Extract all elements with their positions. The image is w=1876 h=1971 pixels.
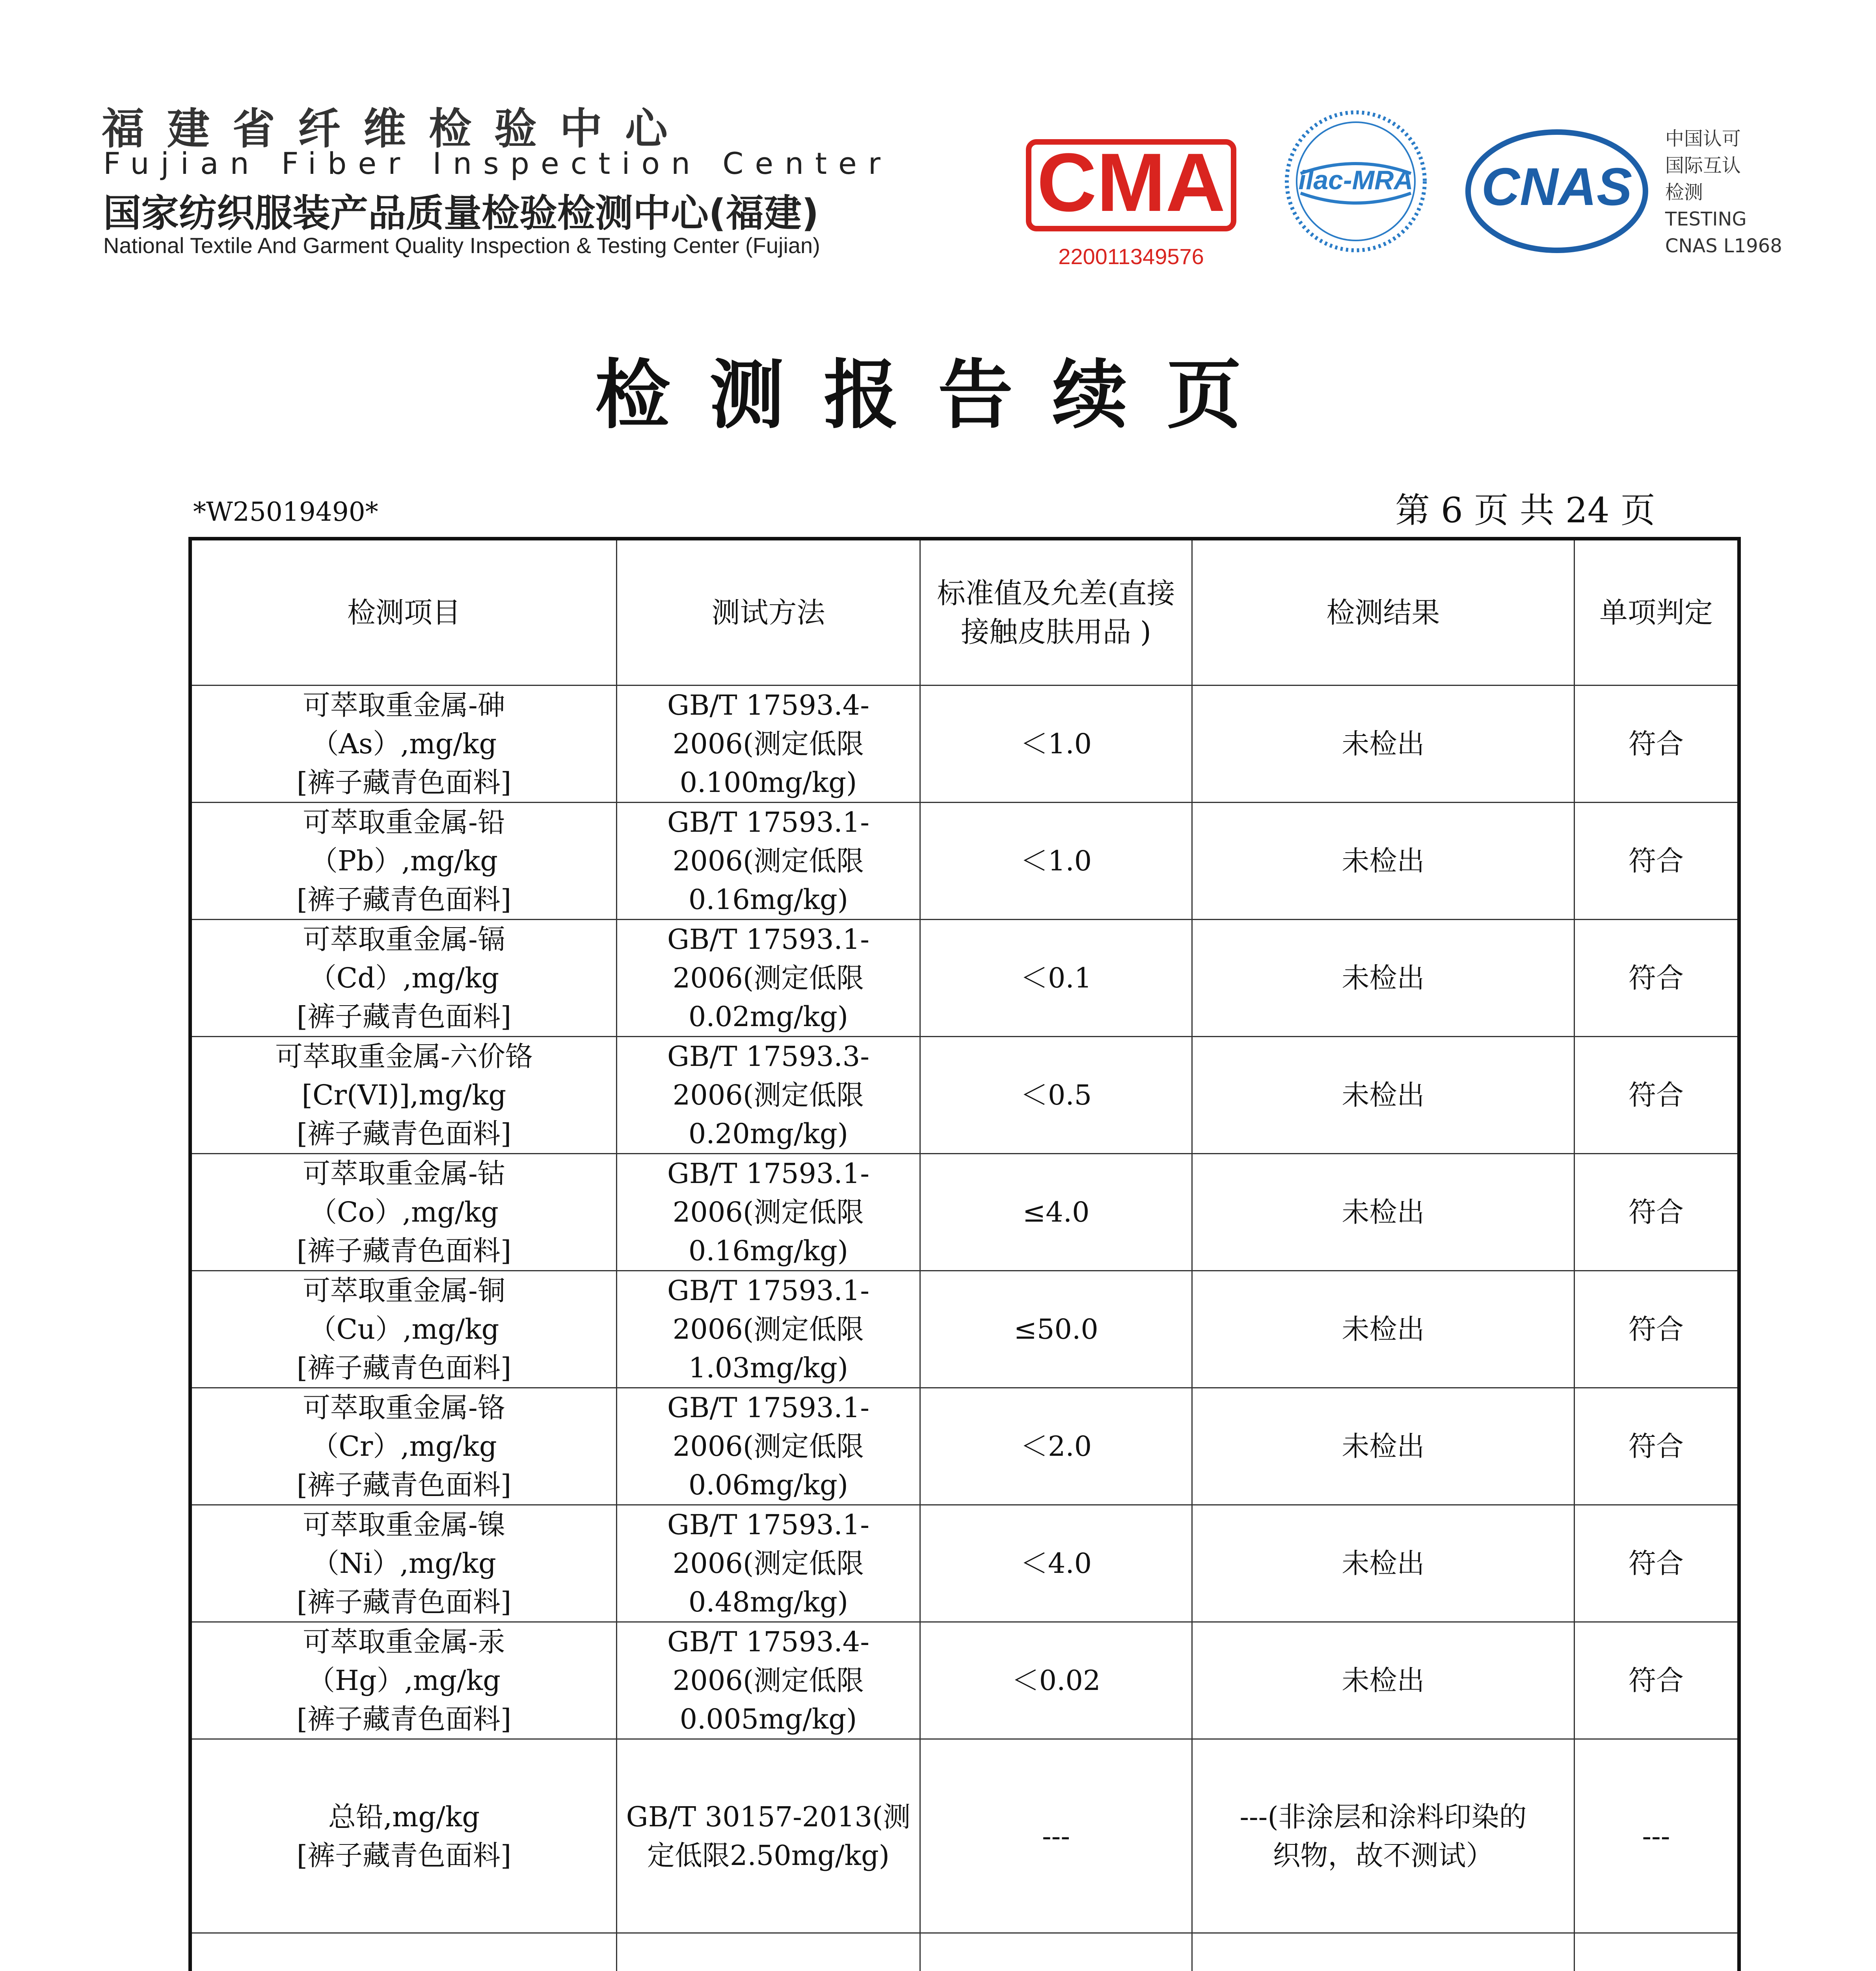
cell-test-method [617,1271,920,1388]
cell-test-method [617,1933,920,1971]
cell-line: 未检出 [1342,1547,1425,1580]
cell-line: 2006(测定低限 [672,1196,864,1228]
cell-line: 2006(测定低限 [672,845,864,877]
cell-line: ＜2.0 [1020,1430,1092,1462]
cell-test-item [190,1271,617,1388]
cell-line: ＜0.1 [1020,962,1092,994]
cell-line: 2006(测定低限 [672,728,864,760]
cell-standard-value [920,1154,1192,1271]
cell-judgment: 符合 [1574,920,1739,1037]
cell-test-method [617,920,920,1037]
cell-judgment: 符合 [1574,1271,1739,1388]
cell-line: ≤4.0 [1022,1196,1090,1228]
cell-line: 未检出 [1342,1664,1425,1697]
cell-line: GB/T 17593.1- [667,1509,869,1541]
cell-line: GB/T 17593.1- [667,923,869,956]
cell-test-method [617,686,920,803]
cell-test-result [1192,1271,1574,1388]
cell-test-method [617,1037,920,1154]
cell-test-item [190,1154,617,1271]
cell-judgment: 符合 [1574,1388,1739,1505]
cell-test-item [190,1388,617,1505]
cell-line: [裤子藏青色面料] [296,1352,512,1384]
report-title: 检测报告续页 [595,352,1281,439]
cell-line: 未检出 [1342,1196,1425,1228]
cell-line: ＜0.5 [1020,1079,1092,1111]
cell-test-item [190,686,617,803]
cell-line: 可萃取重金属-镉 [303,923,505,956]
cma-logo-text: CMA [1037,136,1226,229]
table-row [190,1739,1739,1933]
cell-test-result [1192,686,1574,803]
cell-line: ---(非涂层和涂料印染的 [1240,1800,1527,1833]
cell-line: 织物，故不测试） [1273,1839,1494,1872]
cell-test-result [1192,1154,1574,1271]
cell-line: 定低限2.50mg/kg) [647,1839,890,1872]
table-header-row [190,539,1739,686]
table-row [190,1622,1739,1739]
cell-standard-value [920,686,1192,803]
cell-standard-value [920,1388,1192,1505]
cell-standard-value [920,1933,1192,1971]
cell-line: 0.16mg/kg) [688,883,849,916]
cnas-line: TESTING [1665,208,1747,230]
cell-line: （Co）,mg/kg [309,1196,499,1228]
cell-line: GB/T 17593.4- [667,1626,869,1658]
cell-line: [裤子藏青色面料] [296,1118,512,1150]
cell-line: GB/T 17593.4- [667,689,869,721]
cell-standard-value [920,920,1192,1037]
cnas-line: CNAS L1968 [1665,235,1782,257]
cell-line: 未检出 [1342,1313,1425,1345]
cell-line: （As）,mg/kg [311,728,497,760]
cell-test-item [190,1933,617,1971]
cell-test-result [1192,1933,1574,1971]
cell-standard-value [920,1505,1192,1622]
cell-test-result [1192,1739,1574,1933]
cell-line: 未检出 [1342,845,1425,877]
test-results-table [188,537,1741,1971]
cell-test-item [190,1622,617,1739]
cell-line: ＜4.0 [1020,1547,1092,1580]
cell-line: 可萃取重金属-铬 [303,1392,505,1424]
cell-test-method [617,1154,920,1271]
cnas-logo [1462,126,1651,256]
cell-test-item [190,1037,617,1154]
cell-line: 0.02mg/kg) [688,1000,849,1033]
cnas-line: 中国认可 [1665,128,1741,150]
cell-line: 0.005mg/kg) [679,1703,857,1735]
cell-line: 2006(测定低限 [672,1547,864,1580]
table-row [190,920,1739,1037]
center-name-en: National Textile And Garment Quality Inspection & Testing Center (Fujian) [103,233,820,258]
cell-line: 可萃取重金属-铜 [303,1274,505,1307]
table-row [190,1037,1739,1154]
cell-judgment: --- [1574,1739,1739,1933]
cell-line: 总铅,mg/kg [328,1800,480,1833]
cell-line: 2006(测定低限 [672,962,864,994]
cell-line: [裤子藏青色面料] [296,1469,512,1501]
header-test-item: 检测项目 [190,539,617,686]
cell-test-result [1192,1037,1574,1154]
cell-test-method [617,1505,920,1622]
cnas-logo-text: CNAS [1481,157,1632,216]
cell-line: 0.100mg/kg) [679,766,857,799]
report-number: *W25019490* [193,497,378,527]
cell-line: （Ni）,mg/kg [312,1547,496,1580]
cell-line: GB/T 30157-2013(测 [626,1800,911,1833]
cell-line: 可萃取重金属-砷 [303,689,505,721]
cell-line: 0.20mg/kg) [688,1118,849,1150]
cell-line: [裤子藏青色面料] [296,1586,512,1618]
cell-test-method [617,1739,920,1933]
header-test-result: 检测结果 [1192,539,1574,686]
cell-line: GB/T 17593.1- [667,1392,869,1424]
cell-line: [裤子藏青色面料] [296,1235,512,1267]
cell-standard-value [920,1271,1192,1388]
cell-line: 未检出 [1342,728,1425,760]
cell-line: 可萃取重金属-钴 [303,1157,505,1190]
cell-line: [裤子藏青色面料] [296,766,512,799]
cell-line: 可萃取重金属-铅 [303,806,505,838]
cell-line: 2006(测定低限 [672,1079,864,1111]
cell-judgment: 符合 [1574,1154,1739,1271]
cell-judgment: 符合 [1574,803,1739,920]
cell-test-method [617,1388,920,1505]
cell-test-item [190,1505,617,1622]
cell-line: 2006(测定低限 [672,1664,864,1697]
cell-line: GB/T 17593.3- [667,1040,869,1073]
cell-standard-value [920,1037,1192,1154]
cell-line: （Cr）,mg/kg [311,1430,497,1462]
cell-line: [Cr(VI)],mg/kg [302,1079,506,1111]
cell-line: 未检出 [1342,1430,1425,1462]
table-row [190,686,1739,803]
cell-line: ≤50.0 [1014,1313,1098,1345]
table-row [190,1388,1739,1505]
cell-judgment: 符合 [1574,1037,1739,1154]
cell-line: （Pb）,mg/kg [310,845,498,877]
cell-test-method [617,1622,920,1739]
cell-line: 0.06mg/kg) [688,1469,849,1501]
org-name-cn: 福建省纤维检验中心 [102,104,691,154]
org-name-en: Fujian Fiber Inspection Center [103,146,892,181]
table-row [190,1933,1739,1971]
cell-test-item [190,920,617,1037]
table-body [190,686,1739,1971]
page-indicator: 第 6 页 共 24 页 [1395,490,1655,531]
cell-line: 未检出 [1342,1079,1425,1111]
cnas-line: 检测 [1665,181,1703,203]
cell-line: GB/T 17593.1- [667,1274,869,1307]
cell-test-item [190,803,617,920]
cell-line: --- [1042,1820,1070,1852]
cell-test-result [1192,1505,1574,1622]
header-standard-value: 标准值及允差(直接接触皮肤用品 ) [920,539,1192,686]
cell-line: GB/T 17593.1- [667,1157,869,1190]
cell-line: 2006(测定低限 [672,1313,864,1345]
header-test-method: 测试方法 [617,539,920,686]
table-row [190,1271,1739,1388]
cell-standard-value [920,1622,1192,1739]
cell-line: 可萃取重金属-汞 [303,1626,505,1658]
cell-line: 可萃取重金属-六价铬 [275,1040,533,1073]
cell-line: [裤子藏青色面料] [296,1839,512,1872]
cell-test-result [1192,1622,1574,1739]
cell-line: 0.48mg/kg) [688,1586,849,1618]
cell-line: ＜1.0 [1020,728,1092,760]
cell-line: 可萃取重金属-镍 [303,1509,505,1541]
cell-line: [裤子藏青色面料] [296,1000,512,1033]
cell-judgment: 符合 [1574,1505,1739,1622]
table-row [190,1154,1739,1271]
table-row [190,1505,1739,1622]
cell-line: 0.16mg/kg) [688,1235,849,1267]
ilac-logo-text: ilac-MRA [1298,165,1413,195]
cma-number: 220011349576 [1058,244,1204,269]
cell-line: [裤子藏青色面料] [296,883,512,916]
cell-line: ＜0.02 [1011,1664,1101,1697]
cell-standard-value [920,1739,1192,1933]
cnas-accreditation-text [1665,125,1782,259]
cell-judgment: 符合 [1574,1622,1739,1739]
cell-line: GB/T 17593.1- [667,806,869,838]
header-judgment: 单项判定 [1574,539,1739,686]
cell-line: （Hg）,mg/kg [307,1664,501,1697]
cell-judgment: 符合 [1574,686,1739,803]
cell-line: （Cu）,mg/kg [309,1313,499,1345]
ilac-mra-logo [1281,106,1431,256]
cell-line: 2006(测定低限 [672,1430,864,1462]
table-row [190,803,1739,920]
cnas-line: 国际互认 [1665,155,1741,177]
cell-line: 1.03mg/kg) [688,1352,849,1384]
cell-line: [裤子藏青色面料] [296,1703,512,1735]
cma-logo [1021,126,1241,276]
cell-line: 未检出 [1342,962,1425,994]
cell-test-result [1192,803,1574,920]
cell-line: ＜1.0 [1020,845,1092,877]
cell-test-method [617,803,920,920]
cell-judgment [1574,1933,1739,1971]
cell-standard-value [920,803,1192,920]
cell-test-item [190,1739,617,1933]
cell-line: （Cd）,mg/kg [309,962,499,994]
center-name-cn: 国家纺织服装产品质量检验检测中心(福建) [103,191,819,235]
cell-test-result [1192,920,1574,1037]
cell-test-result [1192,1388,1574,1505]
